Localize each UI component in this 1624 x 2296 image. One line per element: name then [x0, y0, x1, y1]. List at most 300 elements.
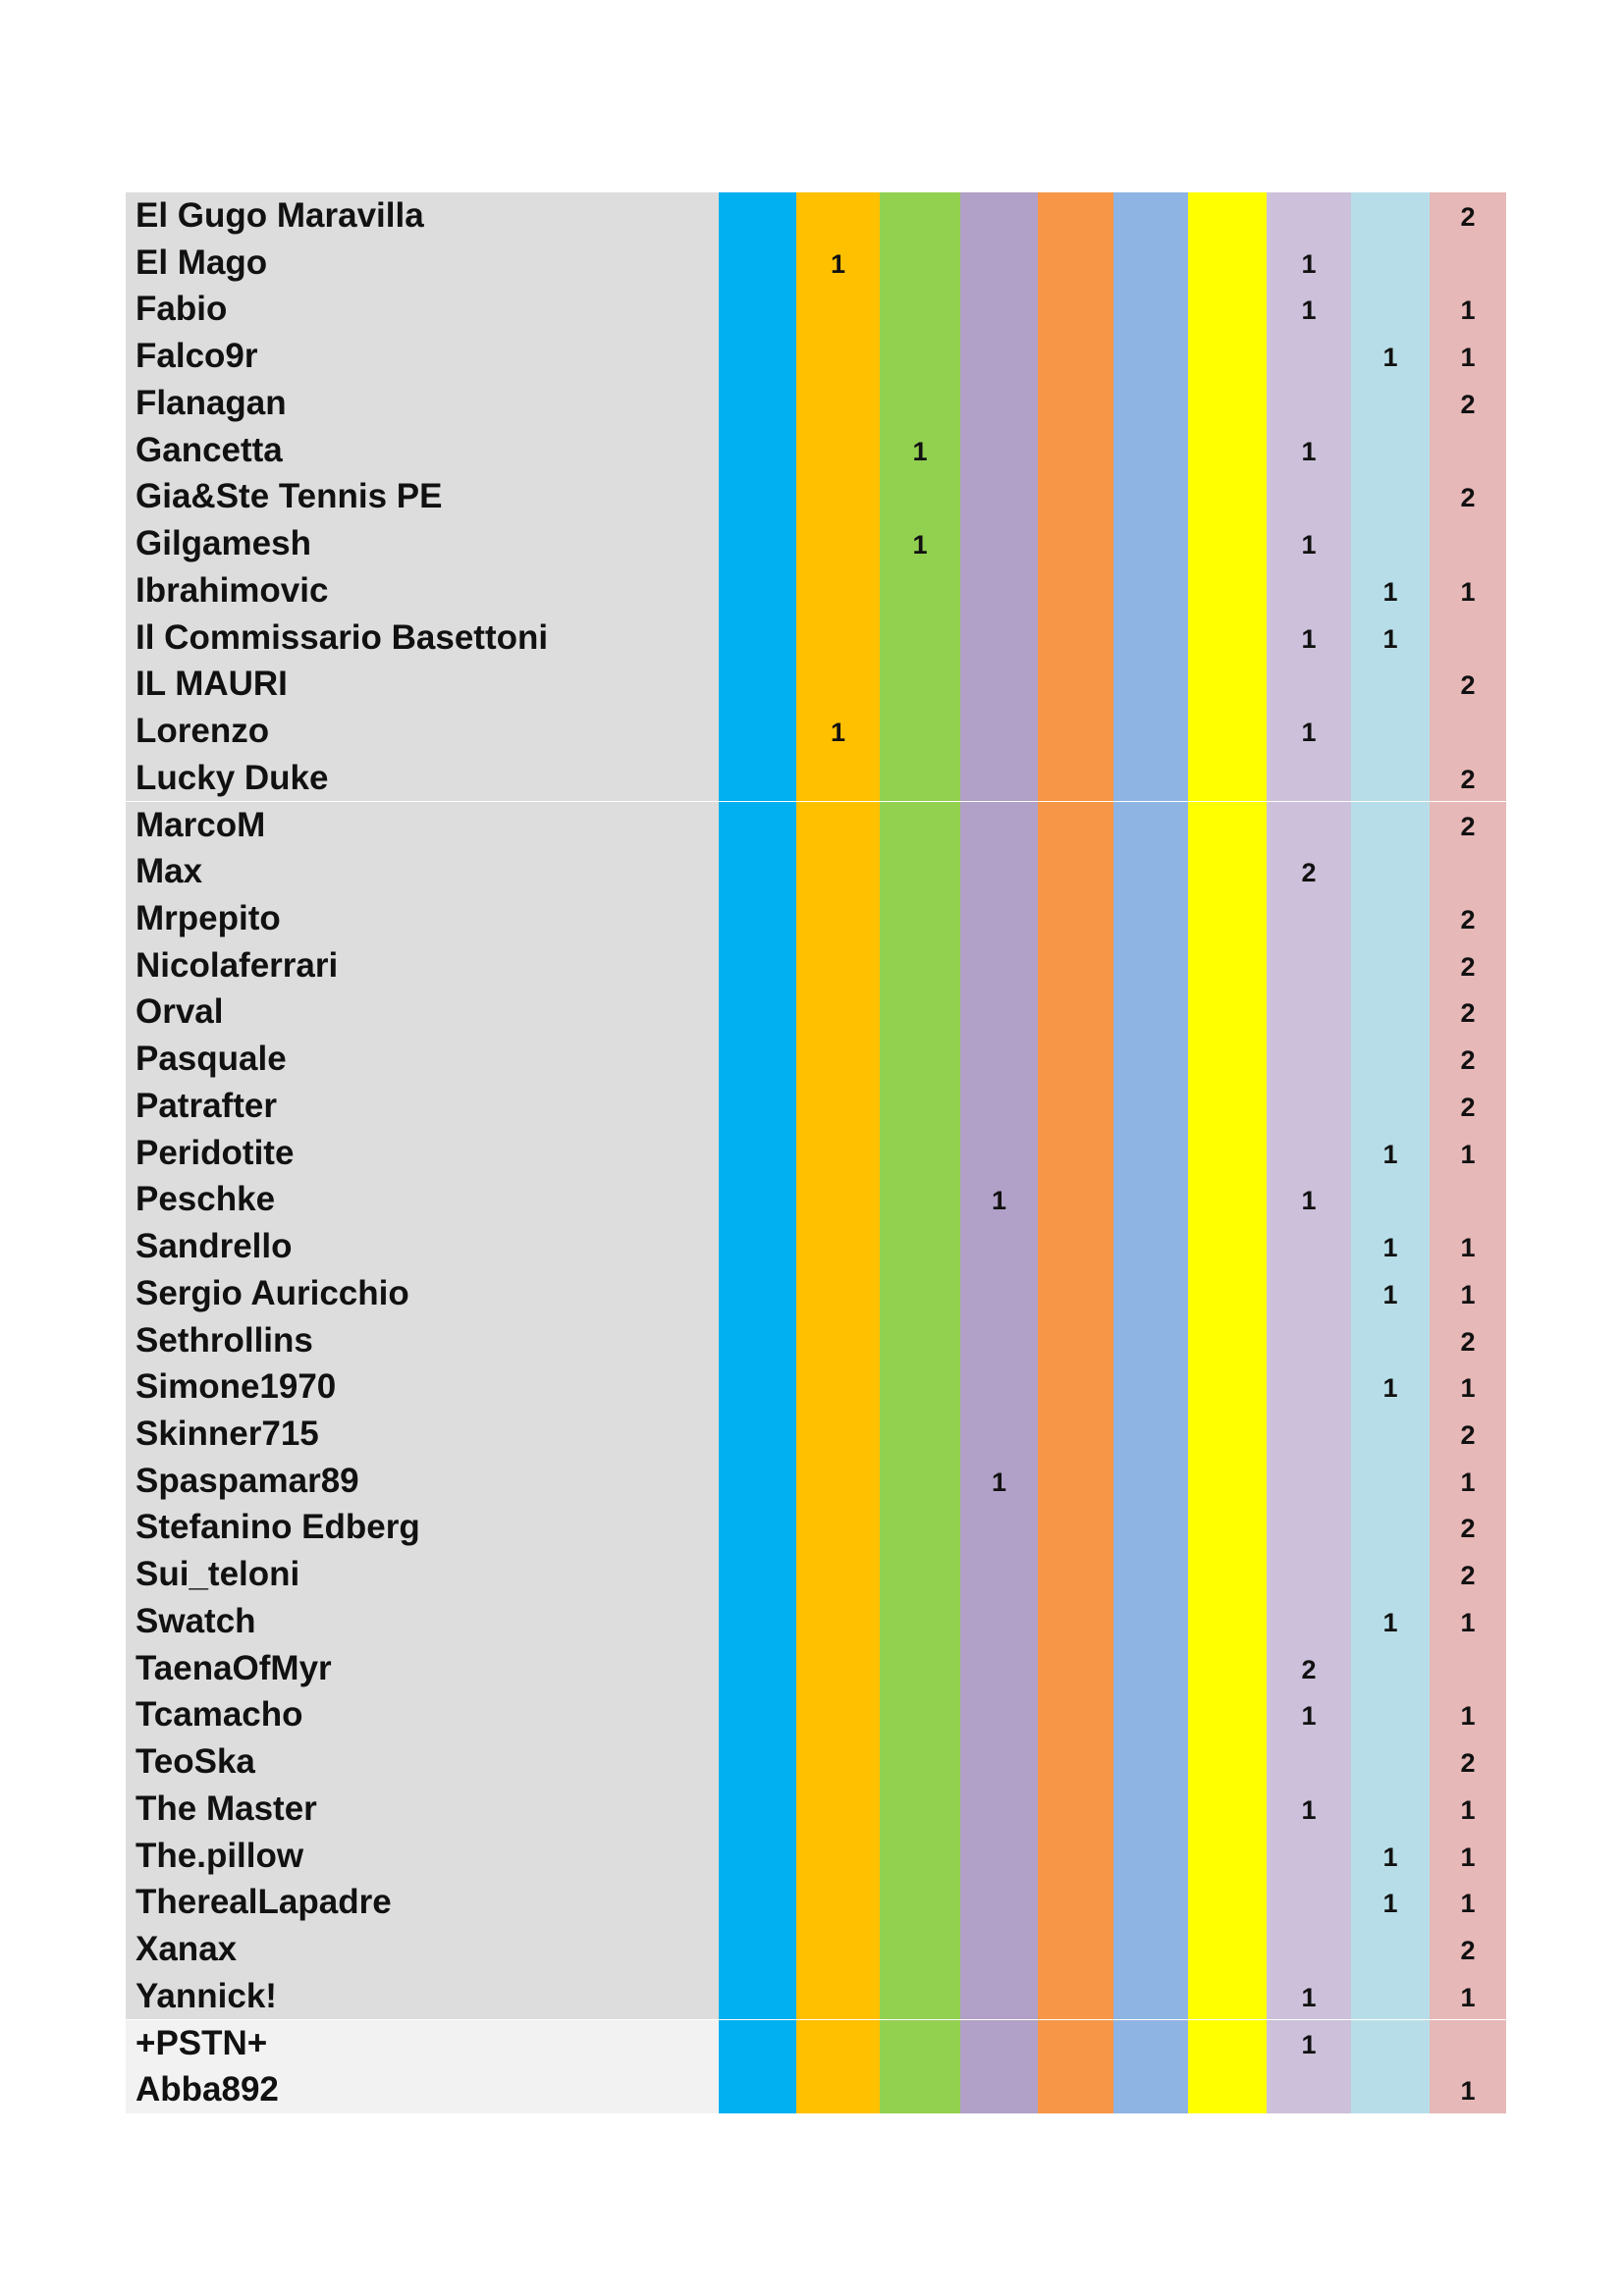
score-cell-c2	[796, 614, 880, 662]
score-cell-c4	[960, 333, 1038, 380]
score-cell-c5	[1038, 708, 1113, 755]
score-cell-c2	[796, 1130, 880, 1177]
score-cell-c4	[960, 380, 1038, 427]
score-cell-c1	[719, 1223, 796, 1270]
score-cell-c3	[880, 1926, 960, 1973]
score-cell-c1	[719, 1270, 796, 1317]
score-cell-c7	[1188, 661, 1267, 708]
score-cell-c6	[1113, 661, 1188, 708]
table-row	[126, 240, 1506, 287]
table-row	[126, 2020, 1506, 2067]
score-cell-c6	[1113, 1833, 1188, 1880]
score-cell-c8	[1267, 333, 1351, 380]
score-cell-c8	[1267, 1317, 1351, 1364]
score-cell-c2	[796, 380, 880, 427]
score-cell-c1	[719, 1083, 796, 1130]
score-cell-c9: 1	[1351, 567, 1430, 614]
score-cell-c4	[960, 1691, 1038, 1738]
score-cell-c9: 1	[1351, 1223, 1430, 1270]
table-row	[126, 1973, 1506, 2020]
score-cell-c6	[1113, 2066, 1188, 2113]
score-cell-c8	[1267, 473, 1351, 520]
score-cell-c9	[1351, 2066, 1430, 2113]
score-cell-c3	[880, 1411, 960, 1458]
score-cell-c2	[796, 333, 880, 380]
score-cell-c2	[796, 473, 880, 520]
score-cell-c2	[796, 755, 880, 802]
player-name: Simone1970	[126, 1363, 719, 1411]
player-name: Max	[126, 848, 719, 895]
score-cell-c7	[1188, 192, 1267, 240]
score-cell-c6	[1113, 567, 1188, 614]
player-name: IL MAURI	[126, 661, 719, 708]
score-cell-c6	[1113, 1786, 1188, 1833]
score-cell-c5	[1038, 755, 1113, 802]
score-cell-c1	[719, 1645, 796, 1692]
score-cell-c6	[1113, 988, 1188, 1036]
score-cell-c9	[1351, 1504, 1430, 1551]
score-cell-c9	[1351, 1738, 1430, 1786]
score-cell-c4	[960, 1879, 1038, 1926]
score-cell-c6	[1113, 1738, 1188, 1786]
score-cell-c3	[880, 1598, 960, 1645]
score-cell-c7	[1188, 240, 1267, 287]
score-cell-c8	[1267, 1551, 1351, 1598]
score-cell-c5	[1038, 1504, 1113, 1551]
score-cell-c1	[719, 1504, 796, 1551]
score-cell-c3	[880, 1833, 960, 1880]
score-cell-c3	[880, 1973, 960, 2020]
score-cell-c4	[960, 1926, 1038, 1973]
score-cell-c9	[1351, 988, 1430, 1036]
score-cell-c6	[1113, 755, 1188, 802]
score-cell-c8	[1267, 2066, 1351, 2113]
score-cell-c9	[1351, 1176, 1430, 1223]
score-cell-c3	[880, 661, 960, 708]
score-cell-c10	[1430, 240, 1506, 287]
table-row	[126, 1363, 1506, 1411]
score-cell-c1	[719, 1130, 796, 1177]
player-name: Lorenzo	[126, 708, 719, 755]
table-row	[126, 1270, 1506, 1317]
score-cell-c6	[1113, 380, 1188, 427]
table-row	[126, 1598, 1506, 1645]
score-cell-c1	[719, 802, 796, 849]
score-cell-c10: 2	[1430, 1504, 1506, 1551]
score-cell-c5	[1038, 1645, 1113, 1692]
score-cell-c4	[960, 614, 1038, 662]
score-cell-c7	[1188, 1083, 1267, 1130]
score-cell-c7	[1188, 1973, 1267, 2020]
score-cell-c10: 2	[1430, 895, 1506, 942]
score-cell-c10: 2	[1430, 1551, 1506, 1598]
score-cell-c5	[1038, 427, 1113, 474]
player-name: El Mago	[126, 240, 719, 287]
score-cell-c4	[960, 520, 1038, 567]
score-cell-c9: 1	[1351, 1879, 1430, 1926]
score-cell-c4	[960, 1083, 1038, 1130]
score-cell-c3	[880, 1363, 960, 1411]
score-cell-c9	[1351, 427, 1430, 474]
score-cell-c7	[1188, 1786, 1267, 1833]
score-cell-c5	[1038, 895, 1113, 942]
score-cell-c5	[1038, 848, 1113, 895]
score-cell-c6	[1113, 802, 1188, 849]
player-name: Peschke	[126, 1176, 719, 1223]
score-cell-c7	[1188, 1317, 1267, 1364]
player-name: Sandrello	[126, 1223, 719, 1270]
score-cell-c8	[1267, 1738, 1351, 1786]
player-name: Sethrollins	[126, 1317, 719, 1364]
score-cell-c1	[719, 848, 796, 895]
score-cell-c1	[719, 755, 796, 802]
score-cell-c5	[1038, 1411, 1113, 1458]
score-cell-c9	[1351, 240, 1430, 287]
table-row	[126, 1738, 1506, 1786]
score-cell-c2	[796, 802, 880, 849]
score-cell-c10	[1430, 520, 1506, 567]
score-cell-c6	[1113, 473, 1188, 520]
table-row	[126, 192, 1506, 240]
score-cell-c8: 1	[1267, 240, 1351, 287]
score-cell-c1	[719, 2066, 796, 2113]
score-cell-c8: 1	[1267, 1691, 1351, 1738]
score-cell-c5	[1038, 1879, 1113, 1926]
score-cell-c7	[1188, 1926, 1267, 1973]
score-cell-c7	[1188, 1598, 1267, 1645]
score-cell-c4	[960, 286, 1038, 333]
score-cell-c7	[1188, 1176, 1267, 1223]
score-cell-c4	[960, 708, 1038, 755]
table-row	[126, 708, 1506, 755]
score-cell-c8	[1267, 1411, 1351, 1458]
table-row	[126, 567, 1506, 614]
score-cell-c3	[880, 1879, 960, 1926]
score-cell-c1	[719, 520, 796, 567]
score-cell-c4	[960, 1130, 1038, 1177]
score-cell-c1	[719, 988, 796, 1036]
score-cell-c10: 2	[1430, 1738, 1506, 1786]
score-cell-c2	[796, 427, 880, 474]
score-cell-c8	[1267, 1036, 1351, 1083]
table-row	[126, 755, 1506, 802]
player-name: MarcoM	[126, 802, 719, 849]
score-cell-c6	[1113, 1363, 1188, 1411]
score-cell-c8: 1	[1267, 1973, 1351, 2020]
score-cell-c4	[960, 1411, 1038, 1458]
score-cell-c2	[796, 286, 880, 333]
score-cell-c2	[796, 1317, 880, 1364]
score-cell-c2	[796, 1738, 880, 1786]
player-name: Yannick!	[126, 1973, 719, 2020]
score-cell-c2	[796, 567, 880, 614]
score-cell-c1	[719, 1786, 796, 1833]
table-row	[126, 1551, 1506, 1598]
score-cell-c2	[796, 1458, 880, 1505]
score-cell-c5	[1038, 473, 1113, 520]
score-cell-c3	[880, 286, 960, 333]
score-cell-c2	[796, 1504, 880, 1551]
table-row	[126, 427, 1506, 474]
table-row	[126, 802, 1506, 849]
score-cell-c3: 1	[880, 427, 960, 474]
score-cell-c2	[796, 895, 880, 942]
score-cell-c5	[1038, 192, 1113, 240]
score-cell-c1	[719, 2020, 796, 2067]
score-cell-c7	[1188, 520, 1267, 567]
score-cell-c4	[960, 567, 1038, 614]
score-cell-c9	[1351, 1458, 1430, 1505]
score-cell-c5	[1038, 1551, 1113, 1598]
score-cell-c7	[1188, 1036, 1267, 1083]
score-cell-c2	[796, 1363, 880, 1411]
score-cell-c3	[880, 1551, 960, 1598]
score-cell-c4	[960, 942, 1038, 989]
score-cell-c10: 2	[1430, 661, 1506, 708]
score-cell-c6	[1113, 2020, 1188, 2067]
score-cell-c10: 1	[1430, 1598, 1506, 1645]
table-row	[126, 1833, 1506, 1880]
score-cell-c7	[1188, 1551, 1267, 1598]
score-cell-c5	[1038, 1130, 1113, 1177]
score-cell-c6	[1113, 1270, 1188, 1317]
score-cell-c7	[1188, 1270, 1267, 1317]
score-cell-c10: 1	[1430, 1363, 1506, 1411]
score-cell-c10: 1	[1430, 1973, 1506, 2020]
score-cell-c4	[960, 895, 1038, 942]
score-cell-c2	[796, 1551, 880, 1598]
score-cell-c3	[880, 473, 960, 520]
player-name: Sui_teloni	[126, 1551, 719, 1598]
score-cell-c4	[960, 2020, 1038, 2067]
score-cell-c9: 1	[1351, 1130, 1430, 1177]
score-cell-c10: 2	[1430, 1411, 1506, 1458]
score-cell-c10	[1430, 1176, 1506, 1223]
table-row	[126, 988, 1506, 1036]
score-cell-c8	[1267, 192, 1351, 240]
score-cell-c9: 1	[1351, 1833, 1430, 1880]
score-cell-c5	[1038, 567, 1113, 614]
score-cell-c8: 1	[1267, 1786, 1351, 1833]
score-cell-c6	[1113, 1036, 1188, 1083]
score-cell-c5	[1038, 1458, 1113, 1505]
table-row	[126, 942, 1506, 989]
score-cell-c1	[719, 1598, 796, 1645]
score-cell-c8	[1267, 1363, 1351, 1411]
score-cell-c6	[1113, 1223, 1188, 1270]
score-cell-c6	[1113, 1130, 1188, 1177]
score-cell-c9	[1351, 942, 1430, 989]
score-cell-c10: 1	[1430, 1458, 1506, 1505]
score-cell-c10: 2	[1430, 1083, 1506, 1130]
score-cell-c3	[880, 2066, 960, 2113]
score-cell-c8	[1267, 1223, 1351, 1270]
score-cell-c9	[1351, 1551, 1430, 1598]
score-cell-c5	[1038, 1363, 1113, 1411]
score-cell-c6	[1113, 1551, 1188, 1598]
player-name: Il Commissario Basettoni	[126, 614, 719, 662]
score-cell-c7	[1188, 427, 1267, 474]
score-cell-c2	[796, 1833, 880, 1880]
score-cell-c6	[1113, 286, 1188, 333]
score-cell-c5	[1038, 520, 1113, 567]
score-cell-c7	[1188, 942, 1267, 989]
score-cell-c7	[1188, 380, 1267, 427]
score-cell-c1	[719, 614, 796, 662]
table-row	[126, 1645, 1506, 1692]
score-cell-c10: 2	[1430, 380, 1506, 427]
score-cell-c3	[880, 614, 960, 662]
score-cell-c9	[1351, 895, 1430, 942]
score-cell-c9: 1	[1351, 333, 1430, 380]
score-cell-c4	[960, 473, 1038, 520]
score-cell-c9: 1	[1351, 614, 1430, 662]
score-cell-c2	[796, 1411, 880, 1458]
player-name: Mrpepito	[126, 895, 719, 942]
score-cell-c10: 1	[1430, 1130, 1506, 1177]
score-cell-c8: 1	[1267, 614, 1351, 662]
score-cell-c7	[1188, 1738, 1267, 1786]
table-row	[126, 1411, 1506, 1458]
player-name: Ibrahimovic	[126, 567, 719, 614]
player-name: Sergio Auricchio	[126, 1270, 719, 1317]
score-cell-c8: 2	[1267, 1645, 1351, 1692]
score-cell-c6	[1113, 1411, 1188, 1458]
score-cell-c3	[880, 380, 960, 427]
score-cell-c2	[796, 1598, 880, 1645]
score-cell-c7	[1188, 2066, 1267, 2113]
player-name: Gia&Ste Tennis PE	[126, 473, 719, 520]
score-cell-c10: 1	[1430, 1833, 1506, 1880]
score-cell-c1	[719, 192, 796, 240]
player-name: Stefanino Edberg	[126, 1504, 719, 1551]
score-cell-c1	[719, 661, 796, 708]
score-cell-c8: 1	[1267, 286, 1351, 333]
score-cell-c4	[960, 1036, 1038, 1083]
score-cell-c3	[880, 1645, 960, 1692]
score-cell-c2	[796, 1083, 880, 1130]
score-cell-c4	[960, 848, 1038, 895]
score-cell-c8: 1	[1267, 1176, 1351, 1223]
score-cell-c5	[1038, 1833, 1113, 1880]
score-cell-c8	[1267, 1458, 1351, 1505]
score-cell-c8	[1267, 1504, 1351, 1551]
table-row	[126, 1036, 1506, 1083]
player-name: TeoSka	[126, 1738, 719, 1786]
score-cell-c5	[1038, 333, 1113, 380]
score-cell-c8: 1	[1267, 520, 1351, 567]
score-cell-c2: 1	[796, 708, 880, 755]
score-cell-c10	[1430, 2020, 1506, 2067]
score-cell-c6	[1113, 1458, 1188, 1505]
score-cell-c3	[880, 1691, 960, 1738]
score-cell-c5	[1038, 942, 1113, 989]
score-cell-c9	[1351, 380, 1430, 427]
player-name: Tcamacho	[126, 1691, 719, 1738]
score-cell-c10: 2	[1430, 1317, 1506, 1364]
score-cell-c1	[719, 1926, 796, 1973]
score-cell-c9	[1351, 802, 1430, 849]
score-cell-c1	[719, 1738, 796, 1786]
score-cell-c1	[719, 427, 796, 474]
score-cell-c7	[1188, 1691, 1267, 1738]
score-cell-c8	[1267, 661, 1351, 708]
score-cell-c1	[719, 240, 796, 287]
player-name: Gilgamesh	[126, 520, 719, 567]
score-cell-c3	[880, 333, 960, 380]
score-cell-c7	[1188, 848, 1267, 895]
score-cell-c4	[960, 1738, 1038, 1786]
score-cell-c6	[1113, 1973, 1188, 2020]
score-cell-c8	[1267, 1270, 1351, 1317]
score-cell-c5	[1038, 1738, 1113, 1786]
score-cell-c3	[880, 848, 960, 895]
score-cell-c2	[796, 988, 880, 1036]
score-cell-c6	[1113, 1879, 1188, 1926]
score-cell-c6	[1113, 942, 1188, 989]
score-cell-c9	[1351, 1645, 1430, 1692]
score-cell-c9	[1351, 1317, 1430, 1364]
player-name: The.pillow	[126, 1833, 719, 1880]
player-name: Swatch	[126, 1598, 719, 1645]
score-cell-c9	[1351, 708, 1430, 755]
score-cell-c5	[1038, 614, 1113, 662]
table-row	[126, 1223, 1506, 1270]
score-cell-c5	[1038, 1223, 1113, 1270]
score-cell-c7	[1188, 755, 1267, 802]
score-cell-c1	[719, 1317, 796, 1364]
score-cell-c7	[1188, 708, 1267, 755]
score-cell-c4	[960, 1973, 1038, 2020]
player-name: The Master	[126, 1786, 719, 1833]
score-cell-c8: 1	[1267, 2020, 1351, 2067]
score-cell-c8	[1267, 1926, 1351, 1973]
score-cell-c1	[719, 1036, 796, 1083]
score-cell-c2	[796, 1036, 880, 1083]
score-cell-c9	[1351, 192, 1430, 240]
score-cell-c7	[1188, 1879, 1267, 1926]
score-cell-c6	[1113, 240, 1188, 287]
score-cell-c5	[1038, 1317, 1113, 1364]
score-cell-c7	[1188, 1130, 1267, 1177]
score-cell-c2	[796, 192, 880, 240]
score-cell-c8	[1267, 567, 1351, 614]
score-cell-c3	[880, 567, 960, 614]
score-cell-c5	[1038, 1691, 1113, 1738]
score-cell-c5	[1038, 380, 1113, 427]
score-cell-c8	[1267, 1833, 1351, 1880]
table-row	[126, 1317, 1506, 1364]
score-cell-c2	[796, 1926, 880, 1973]
score-cell-c10: 1	[1430, 1879, 1506, 1926]
score-cell-c1	[719, 1458, 796, 1505]
score-cell-c3	[880, 1317, 960, 1364]
score-cell-c4	[960, 2066, 1038, 2113]
score-cell-c2	[796, 1786, 880, 1833]
score-cell-c2	[796, 2066, 880, 2113]
player-name: Flanagan	[126, 380, 719, 427]
score-cell-c4: 1	[960, 1176, 1038, 1223]
score-cell-c3	[880, 988, 960, 1036]
score-cell-c3	[880, 1738, 960, 1786]
score-cell-c9	[1351, 520, 1430, 567]
score-cell-c3	[880, 1504, 960, 1551]
player-name: Spaspamar89	[126, 1458, 719, 1505]
score-cell-c3	[880, 1036, 960, 1083]
score-cell-c10: 2	[1430, 942, 1506, 989]
score-cell-c8	[1267, 1083, 1351, 1130]
score-cell-c10: 1	[1430, 567, 1506, 614]
